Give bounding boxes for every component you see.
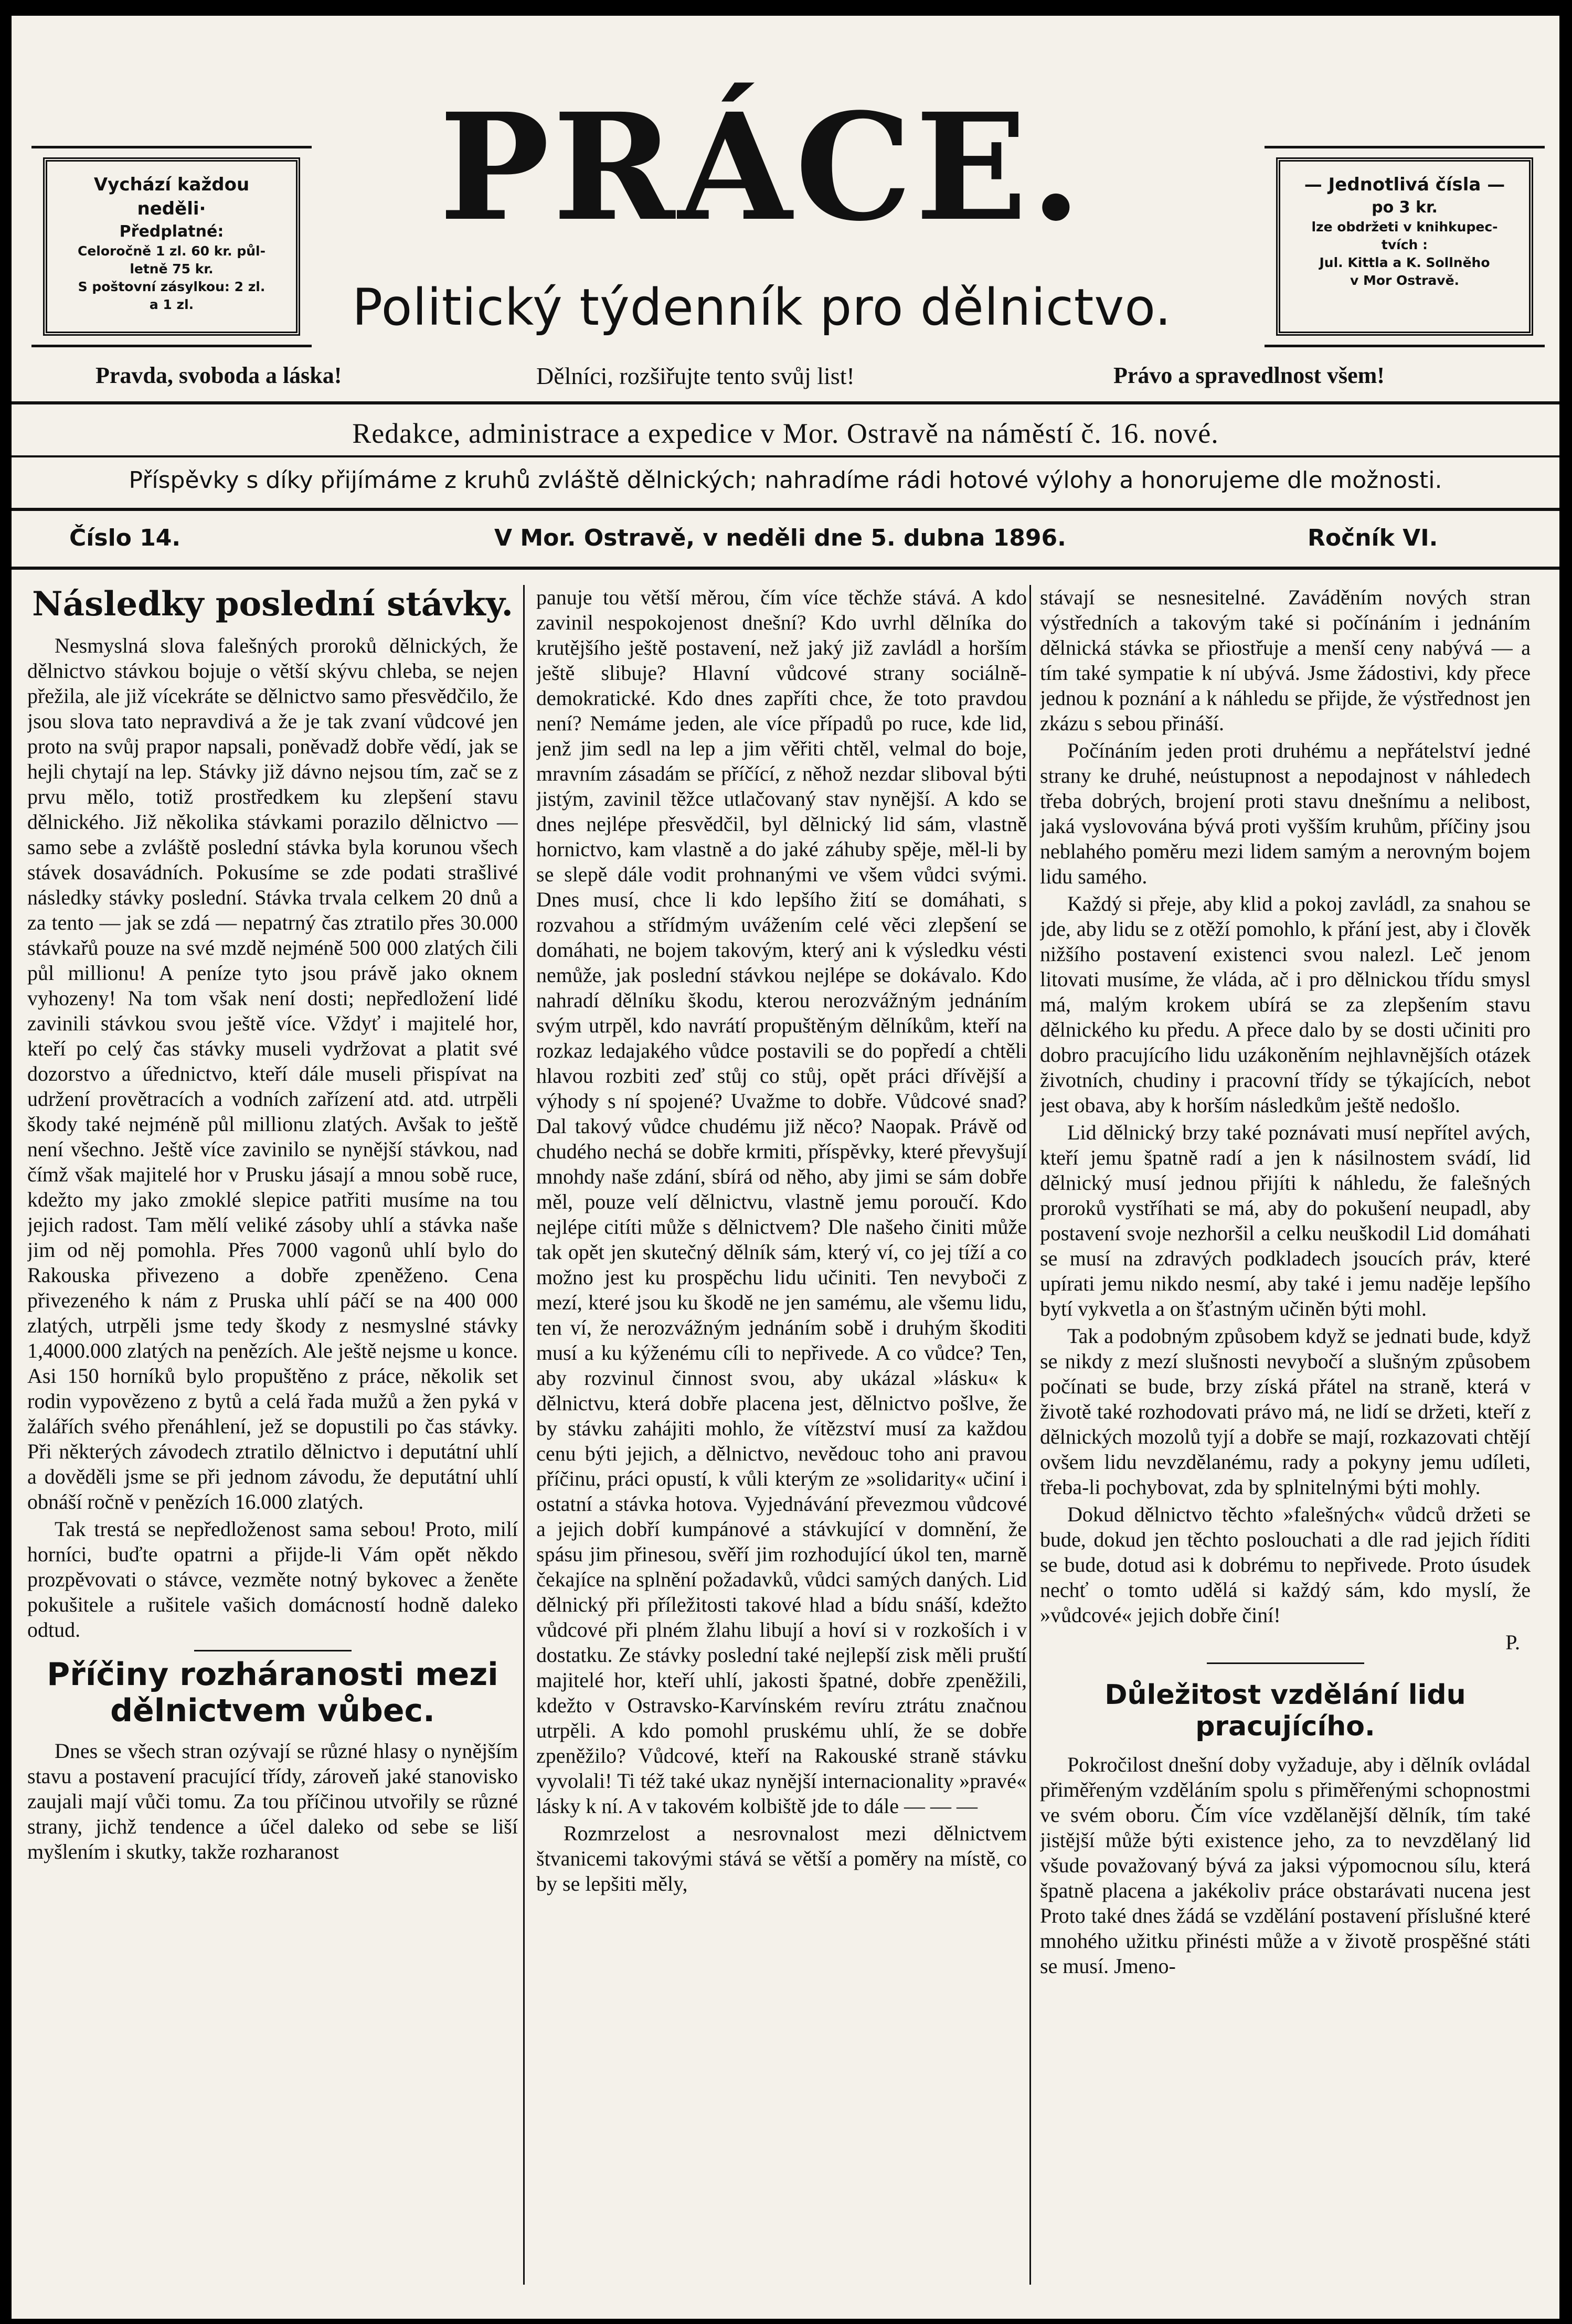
ear-right-line: po 3 kr. bbox=[1372, 198, 1438, 217]
ear-left-line: Vychází každou neděli· bbox=[93, 174, 250, 219]
column-1 bbox=[27, 585, 518, 2306]
article-separator bbox=[194, 1650, 352, 1651]
divider bbox=[12, 567, 1559, 570]
article-paragraph: Tak trestá se nepředloženost sama sebou! Proto, milí horníci, buďte opatrni a přijde-li Vám opět někdo prozpěvovati o stávce, vezměte notný bykovec a ženěte pokušitele a rušitele vašich domácností hodně daleko odtud. bbox=[27, 1517, 518, 1641]
article-paragraph: Pokročilost dnešní doby vyžaduje, aby i dělník ovládal přiměřeným vzděláním spolu s přiměřenými schopnostmi ve svém oboru. Čím více vzdělanější dělník, tím také jistější může býti existence jeho, za to nevzdělaný lid všude považovaný bývá za jaksi výpomocnou sílu, která špatně placena a jakékoliv práce obstarávati nucena jest Proto také dnes žádá se vzdělání postavení příslušné které mnohého užitku přinésti může a v životě prospěšné státi se musí. Jmeno- bbox=[1040, 1752, 1531, 1978]
article-title: Důležitost vzdělání lidu pracujícího. bbox=[1104, 1679, 1466, 1742]
motto-center: Dělníci, rozšiřujte tento svůj list! bbox=[536, 363, 855, 389]
ear-right-line: — Jednotlivá čísla — bbox=[1304, 174, 1505, 195]
newspaper-subtitle: Politický týdenník pro dělnictvo. bbox=[352, 278, 1172, 337]
motto-left: Pravda, svoboda a láska! bbox=[95, 363, 342, 388]
article-paragraph: Nesmyslná slova falešných proroků dělnických, že dělnictvo stávkou bojuje o větší skývu chleba, se nejen přežila, ale již vícekráte se dělnictvo samo přesvědčilo, že jsou slova tato nepravdivá a že je tak zvaní vůdcové jen proto na svůj prapor napsali, poněvadž dobře vědí, jak se hejli chytají na lep. Stávky již dávno nejsou tím, zač se z prvu mělo, totiž prostředkem ku zlepšení stavu dělnického. Již několika stávkami porazilo dělnictvo — samo sebe a zvláště poslední stávka byla korunou všech stávek dosavádních. Pokusíme se zde podati strašlivé následky stávky poslední. Stávka trvala celkem 20 dnů a za tento — jak se zdá — nepatrný čas ztratilo přes 30.000 stávkařů pouze na své mzdě nejméně 500 000 zlatých čili půl millionu! A peníze tyto jsou právě jako oknem vyhozeny! Na tom však není dosti; nepředložení lidé zavinili stávkou svou ještě více. Vždyť i majitelé hor, kteří po celý čas stávky museli vydržovat a platit své dozorstvo a úřednictvo, kteří dále museli přispívat na udržení provětracích a vodních zařízení atd. atd. utrpěli škody také nejméně půl millionu zlatých. Avšak to ještě není všechno. Ještě více zavinilo se nynější stávkou, nad čímž však majitelé hor v Prusku jásají a mnou sobě ruce, kdežto my jako zmoklé slepice patřiti musíme na tou jejich radost. Tam mělí veliké zásoby uhlí a stávka naše jim od něj pomohla. Přes 7000 vagonů uhlí bylo do Rakouska přivezeno a dobře zpeněženo. Cena přivezeného k nám z Pruska uhlí páčí se na 400 000 zlatých, utrpěli jsme tedy škody z nesmyslné stávky 1,4000.000 zlatých na penězích. Ale ještě nejsme u konce. Asi 150 horníků bylo propuštěno z práce, několik set rodin vypovězeno z bytů a celá řada mužů a žen pyká v žalářích svého přenáhlení, jež se dopustili po čas stávky. Při některých závodech ztratilo dělnictvo i deputátní uhlí a dověděli jsme se při jednom závodu, že deputátní uhlí obnáší ročně v penězích 16.000 zlatých. bbox=[27, 633, 518, 1513]
article-paragraph: stávají se nesnesitelné. Zaváděním nových stran výstředních a takovým také si počínáním i jednáním dělnická stávka se přiostřuje a menší ceny nabývá — a tím také sympatie k ní ubývá. Jsme žádostivi, kdy přece jednou k poznání a k náhledu se přijde, že výstřednost jen zkázu s sebou přináší. bbox=[1040, 585, 1531, 735]
ear-left-line: Celoročně 1 zl. 60 kr. půl- bbox=[78, 243, 265, 259]
article-title: Následky poslední stávky. bbox=[32, 585, 513, 624]
ear-right-line: Jul. Kittla a K. Sollněho bbox=[1319, 254, 1490, 270]
article-paragraph: Tak a podobným způsobem když se jednati bude, když se nikdy z mezí slušnosti nevybočí a slušným způsobem počínati se bude, brzy získá přátel na straně, která v životě také rozhodovati právo má, ne lidí se držeti, kteří z dělnických mozolů tyjí a dobře se mají, rozkazovati chtějí ovšem lidu nevzdělanému, rady a pokyny jemu udíleti, třeba-li pochybovat, zda by splnitelnými býti mohly. bbox=[1040, 1324, 1531, 1499]
article-paragraph: Počínáním jeden proti druhému a nepřátelství jedné strany ke druhé, neústupnost a nepodajnost v náhledech třeba dobrých, brojení proti stavu dnešnímu a nelibost, jaká vyslovována bývá proti vyšším kruhům, příčiny jsou neblahého poměru mezi lidem samým a nerovným bojem lidu samého. bbox=[1040, 739, 1531, 888]
ear-right-line: v Mor Ostravě. bbox=[1350, 272, 1460, 288]
motto-right: Právo a spravedlnost všem! bbox=[1113, 363, 1385, 388]
column-2 bbox=[536, 585, 1027, 2306]
dateline: V Mor. Ostravě, v neděli dne 5. dubna 1896. bbox=[494, 525, 1066, 551]
issue-number: Číslo 14. bbox=[69, 525, 181, 551]
divider bbox=[12, 508, 1559, 511]
article-title: Příčiny rozháranosti mezi dělnictvem vůbec. bbox=[47, 1656, 498, 1729]
article-separator bbox=[1207, 1662, 1364, 1664]
ear-left-line: a 1 zl. bbox=[149, 296, 194, 312]
motto-row bbox=[12, 362, 1559, 393]
article-paragraph: Každý si přeje, aby klid a pokoj zavládl, za snahou se jde, aby lidu se z otěží pomohlo, k přání jest, aby i člověk nižšího postavení existenci svou nalezl. Leč jenom litovati musíme, že vláda, ač i pro dělnickou třídu smysl má, malým krokem ubírá se za zlepšením stavu dělnického ku předu. A přece dalo by se dosti učiniti pro dobro pracujícího lidu uzákoněním nejhlavnějších otázek životních, chudiny i pracovní třídy se týkajících, nebot jest obava, aby k horším následkům ještě nedošlo. bbox=[1040, 892, 1531, 1117]
address-line: Redakce, administrace a expedice v Mor. Ostravě na náměstí č. 16. nové. bbox=[352, 418, 1219, 449]
ear-left-line: letně 75 kr. bbox=[130, 261, 214, 277]
article-signature: P. bbox=[1505, 1630, 1520, 1654]
ear-right-line: tvích : bbox=[1381, 237, 1428, 253]
issue-line bbox=[12, 519, 1559, 561]
article-paragraph: Rozmrzelost a nesrovnalost mezi dělnictvem štvanicemi takovými stává se větší a poměry na místě, co by se lepšiti měly, bbox=[536, 1821, 1027, 1895]
masthead bbox=[12, 16, 1559, 393]
newspaper-title: PRÁCE. bbox=[439, 81, 1085, 254]
article-paragraph: Dokud dělnictvo těchto »falešných« vůdců držeti se bude, dokud jen těchto poslouchati a dle rad jejich říditi se bude, dotud asi k dobrému to nepřivede. Proto úsudek nechť o tomto udělá si každý sám, kdo myslí, že »vůdcové« jejich dobře činí! bbox=[1040, 1502, 1531, 1627]
divider bbox=[12, 455, 1559, 457]
column-divider bbox=[1029, 585, 1031, 2285]
single-issue-box bbox=[1276, 157, 1533, 336]
volume: Ročník VI. bbox=[1308, 525, 1438, 551]
article-paragraph: Dnes se všech stran ozývají se různé hlasy o nynějším stavu a postavení pracující třídy, zároveň jaké stanovisko zaujali mají vůči tomu. Za tou příčinou utvořily se různé strany, jichž tendence a účel daleko od sebe se liší myšlením i skutky, takže rozharanost bbox=[27, 1739, 518, 1863]
newspaper-page bbox=[12, 16, 1559, 2319]
column-3 bbox=[1040, 585, 1531, 2306]
divider bbox=[12, 401, 1559, 404]
contributions-line: Příspěvky s díky přijímáme z kruhů zvláště dělnických; nahradíme rádi hotové výlohy a honorujeme dle možnosti. bbox=[129, 467, 1442, 494]
subscription-box bbox=[43, 157, 300, 336]
ear-left-line: Předplatné: bbox=[119, 222, 224, 241]
article-paragraph: Lid dělnický brzy také poznávati musí nepřítel avých, kteří jemu špatně radí a jen k násilnostem svádí, lid dělnický musí jednou přijíti k náhledu, že falešných proroků vystříhati se má, aby do pokušení neupadl, aby postavení svoje nezhoršil a celku neuškodil Lid domáhati se musí na zdravých podkladech jsoucích práv, které upírati jemu nikdo nesmí, aby také i jemu naděje lepšího bytí vykvetla a on šťastným učiněn býti mohl. bbox=[1040, 1121, 1531, 1320]
ear-left-line: S poštovní zásylkou: 2 zl. bbox=[78, 279, 265, 294]
column-divider bbox=[523, 585, 525, 2285]
article-paragraph: panuje tou větší měrou, čím více těchže stává. A kdo zavinil nespokojenost dnešní? Kdo uvrhl dělníka do krutějšího ještě postavení, než jaký již zavládl a horším ještě slibuje? Hlavní vůdcové strany sociálně-demokratické. Kdo dnes zapříti chce, že toto pravdou není? Nemáme jeden, ale více případů po ruce, kde lid, jenž jim sedl na lep a jim věřiti chtěl, velmal do boje, mravním zásadám se příčící, z něhož nezdar sliboval býti jistým, zavinil těžce utlačovaný stav nynější. A kdo se dnes nejlépe přesvědčil, byl dělnický lid sám, vlastně hornictvo, kam vlastně a do jaké záhuby spěje, měl-li by se slepě dále vodit prohnanými ve všem vůdci svými. Dnes musí, chce li kdo lepšího žití se domáhati, s rozvahou a střídmým uvážením celé věci zlepšení se domáhati, ne bojem takovým, který ani k výsledku vésti nemůže, jak poslední stávkou nejlépe se dokávalo. Kdo nahradí dělníku škodu, kterou nerozvážným jednáním svým utrpěl, kdo navrátí propuštěným dělníkům, kteří na rozkaz ledajakého vůdce postavili se do popředí a chtěli hlavou rozbiti zeď stůj co stůj, opět práci dřívější a výhody s ní spojené? Uvažme to dobře. Vůdcové snad? Dal takový vůdce chudému již něco? Naopak. Právě od chudého nechá se dobře krmiti, příspěvky, které převyšují mnohdy naše zdání, sbírá od něho, aby jimi se sám dobře měl, pouze velí dělnictvu, vlastně jemu poroučí. Kdo nejlépe citíti může s dělnictvem? Dle našeho činiti může tak opět jen skutečný dělník sám, který ví, co jej tíží a co možno jest ku prospěchu lidu učiniti. Ten nevyboči z mezí, které jsou ku škodě ne jen samému, ale všemu lidu, ten ví, že nerozvážným jednáním sobě i druhým škoditi musí a ku kýženému cíli to nepřivede. A co vůdce? Ten, aby rozvinul činnost svou, aby ukázal »lásku« k dělnictvu, která dobře placena jest, dělnictvo pošlve, že by stávku zahájiti mohlo, že vítězství musí za každou cenu býti jejich, a dělnictvo, nevědouc toho ani pravou příčinu, práci opustí, k vůli kterým ze »solidarity« učiní i ostatní a stávka hotova. Vyjednávání převezmou vůdcové a jejich dobří kumpánové a stávkující v domnění, že spásu jim přinesou, svěří jim rozhodující úkol ten, marně čekajíce na splnění požadavků, vůdci samých daných. Lid dělnický při příležitosti takové hlad a bídu snáší, kdežto vůdcové při plném žlahu libují a hoví si v rozkoších i v dostatku. Ze stávky poslední také nejlepší zisk měli pruští majitelé hor, kteří uhlí, jakosti špatné, dobře zpeněžili, kdežto v Ostravsko-Karvínském revíru ztrátu značnou utrpěli. A kdo pomohl pruskému uhlí, že se dobře zpeněžilo? Vůdcové, kteří na Rakouské straně stávku vyvolali! Ti též také ukaz nynější internacionality »pravé« lásky k ní. A v takovém kolbiště jde to dále — — — bbox=[536, 585, 1027, 1818]
ear-right-line: lze obdržeti v knihkupec- bbox=[1311, 219, 1498, 235]
